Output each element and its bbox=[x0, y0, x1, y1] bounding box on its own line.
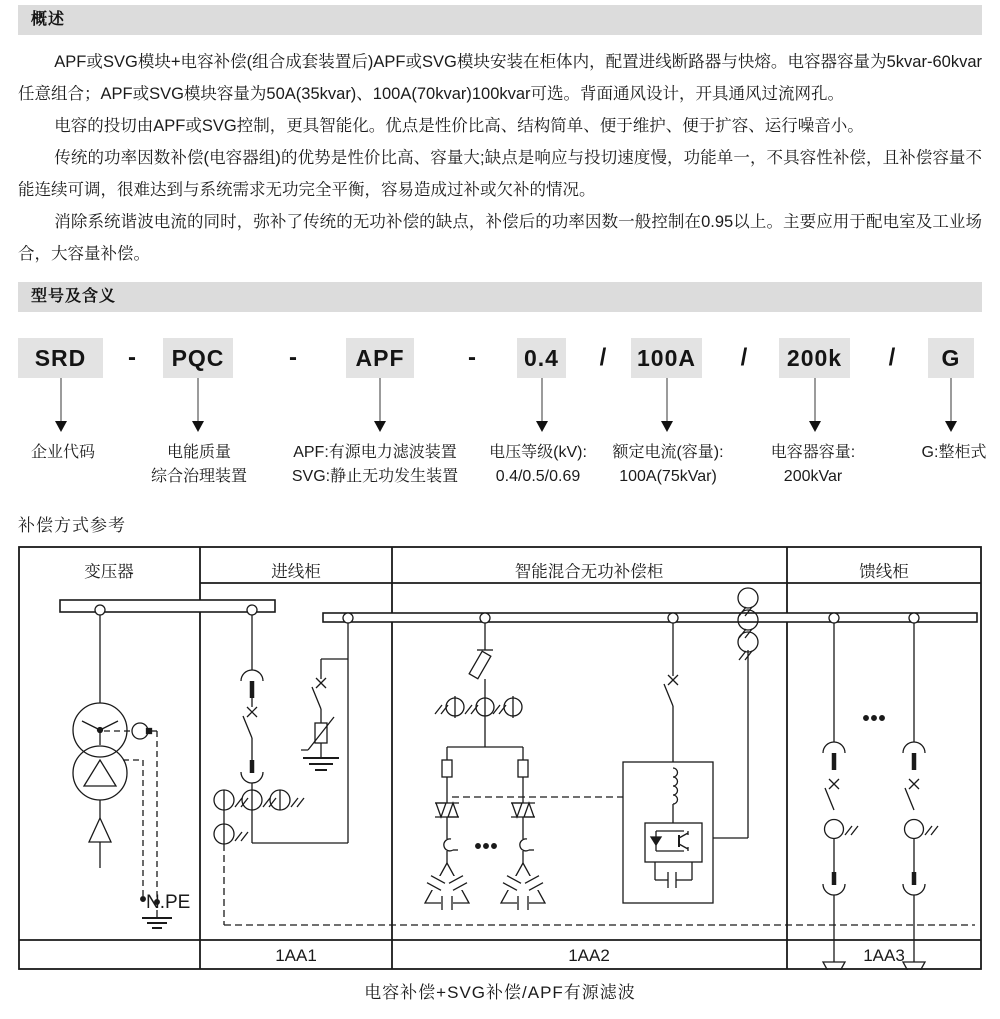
arrow-line bbox=[197, 378, 199, 422]
label-line: 综合治理装置 bbox=[150, 468, 247, 485]
arrow-down-icon bbox=[55, 421, 67, 432]
label-line: 电压等级(kV): bbox=[489, 444, 587, 461]
label-line: 额定电流(容量): bbox=[612, 444, 724, 461]
cell-label-1aa1: 1AA1 bbox=[275, 946, 317, 965]
arrow-down-icon bbox=[809, 421, 821, 432]
label-line: 0.4/0.5/0.69 bbox=[495, 468, 581, 485]
model-label-g bbox=[834, 441, 1000, 465]
paragraph: 传统的功率因数补偿(电容器组)的优势是性价比高、容量大;缺点是响应与投切速度慢，功能单一，不具容性补偿，且补偿容量不能连续可调，很难达到与系统需求无功完全平衡，容易造成过补或欠补的情况。 bbox=[18, 149, 982, 199]
model-separator: / bbox=[599, 344, 607, 371]
model-separator: / bbox=[740, 344, 748, 371]
model-code-capacity: 200k bbox=[779, 338, 850, 378]
model-code-srd: SRD bbox=[18, 338, 103, 378]
arrow-down-icon bbox=[945, 421, 957, 432]
arrow-line bbox=[666, 378, 668, 422]
label-line: 电能质量 bbox=[166, 444, 231, 461]
section-header-model: 型号及含义 bbox=[18, 282, 982, 312]
label-line: SVG:静止无功发生装置 bbox=[291, 468, 459, 485]
svg-apf-module bbox=[623, 623, 748, 903]
column-header-feeder: 馈线柜 bbox=[859, 563, 909, 581]
label-line: 电容器容量: bbox=[770, 444, 856, 461]
label-line: 200kVar bbox=[783, 468, 843, 485]
cell-label-1aa2: 1AA2 bbox=[568, 946, 610, 965]
model-code-voltage: 0.4 bbox=[517, 338, 566, 378]
diagram-title: 补偿方式参考 bbox=[18, 516, 126, 535]
diagram-caption: 电容补偿+SVG补偿/APF有源滤波 bbox=[364, 983, 636, 1002]
feeder-circuit bbox=[823, 623, 938, 970]
column-header-incoming: 进线柜 bbox=[271, 563, 321, 581]
label-line: 企业代码 bbox=[30, 444, 95, 461]
paragraph: APF或SVG模块+电容补偿(组合成套装置后)APF或SVG模块安装在柜体内，配置进线断路器与快熔。电容器容量为5kvar-60kvar任意组合；APF或SVG模块容量为50A(35kvar)、100A(70kvar)100kvar可选。背面通风设计，开具通风过流网孔。 bbox=[18, 53, 982, 103]
arrow-line bbox=[814, 378, 816, 422]
overview-paragraphs bbox=[18, 46, 982, 270]
label-line: APF:有源电力滤波装置 bbox=[293, 444, 457, 461]
arrow-line bbox=[950, 378, 952, 422]
arrow-down-icon bbox=[374, 421, 386, 432]
paragraph: 消除系统谐波电流的同时，弥补了传统的无功补偿的缺点，补偿后的功率因数一般控制在0.95以上。主要应用于配电室及工业场合，大容量补偿。 bbox=[18, 213, 982, 263]
model-code-current: 100A bbox=[631, 338, 702, 378]
label-line: 100A(75kVar) bbox=[619, 468, 717, 485]
surge-arrester bbox=[301, 659, 348, 770]
model-separator: / bbox=[888, 344, 896, 371]
model-code-g: G bbox=[928, 338, 974, 378]
arrow-line bbox=[379, 378, 381, 422]
npe-label: N.PE bbox=[146, 892, 191, 913]
column-header-transformer: 变压器 bbox=[84, 563, 134, 581]
arrow-down-icon bbox=[192, 421, 204, 432]
voltage-transformer-stack bbox=[738, 588, 758, 660]
label-line: G:整柜式 bbox=[921, 444, 987, 461]
section-header-overview: 概述 bbox=[18, 5, 982, 35]
arrow-line bbox=[541, 378, 543, 422]
transformer-symbol bbox=[73, 612, 127, 868]
column-header-compensation: 智能混合无功补偿柜 bbox=[514, 563, 664, 581]
model-code-pqc: PQC bbox=[163, 338, 233, 378]
arrow-down-icon bbox=[536, 421, 548, 432]
arrow-line bbox=[60, 378, 62, 422]
single-line-diagram bbox=[18, 546, 982, 970]
cell-label-1aa3: 1AA3 bbox=[863, 946, 905, 965]
paragraph: 电容的投切由APF或SVG控制，更具智能化。优点是性价比高、结构简单、便于维护、便于扩容、运行噪音小。 bbox=[54, 117, 864, 135]
model-separator: - bbox=[289, 344, 297, 371]
busbar bbox=[60, 600, 977, 623]
model-separator: - bbox=[128, 344, 136, 371]
model-code-row bbox=[0, 338, 1000, 378]
model-separator: - bbox=[468, 344, 476, 371]
model-code-apf: APF bbox=[346, 338, 414, 378]
capacitor-bank-branch bbox=[425, 622, 623, 910]
arrow-down-icon bbox=[661, 421, 673, 432]
